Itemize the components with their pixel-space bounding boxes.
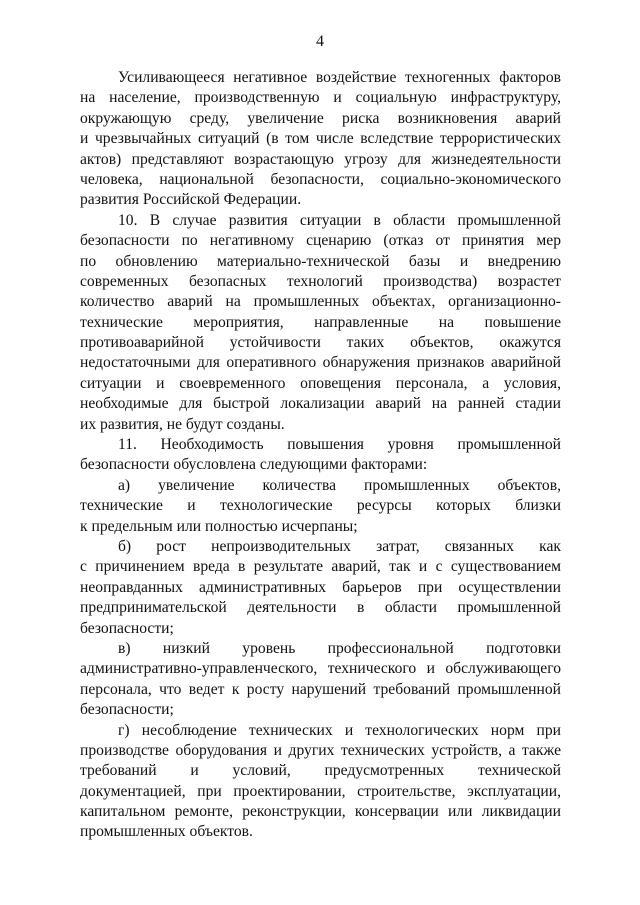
text-line: развития Российской Федерации. [80,191,302,209]
text-line: их развития, не будут созданы. [80,415,285,433]
text-line: количество аварий на промышленных объектах, организационно- [80,293,561,311]
text-line: документацией, при проектировании, строительстве, эксплуатации, [80,782,561,800]
text-line: персонала, что ведет к росту нарушений требований промышленной [80,680,561,698]
text-line: безопасности обусловлена следующими факторами: [80,456,428,474]
text-line: капитальном ремонте, реконструкции, консервации или ликвидации [80,803,561,821]
text-line: технические и технологические ресурсы которых близки [80,497,561,515]
text-line: в) низкий уровень профессиональной подготовки [118,639,561,657]
text-line: актов) представляют возрастающую угрозу для жизнедеятельности [80,150,561,168]
document-body [80,68,561,843]
text-line: с причинением вреда в результате аварий, так и с существованием [80,558,561,576]
text-line: человека, национальной безопасности, социально-экономического [80,170,561,188]
text-line: и чрезвычайных ситуаций (в том числе вследствие террористических [80,130,561,148]
text-line: технические мероприятия, направленные на повышение [80,313,561,331]
text-line: к предельным или полностью исчерпаны; [80,517,358,535]
text-line: неоправданных административных барьеров при осуществлении [80,578,561,596]
text-line: Усиливающееся негативное воздействие техногенных факторов [118,69,561,86]
text-line: окружающую среду, увеличение риска возникновения аварий [80,109,561,127]
text-line: ситуации и своевременного оповещения персонала, а условия, [80,374,561,392]
text-line: безопасности по негативному сценарию (отказ от принятия мер [80,232,561,250]
text-line: 11. Необходимость повышения уровня промышленной [118,436,561,454]
text-line: противоаварийной устойчивости таких объектов, окажутся [80,334,561,352]
text-line: требований и условий, предусмотренных технической [80,762,561,780]
text-line: б) рост непроизводительных затрат, связанных как [118,537,561,555]
text-line: 10. В случае развития ситуации в области промышленной [118,211,561,229]
text-line: по обновлению материально-технической базы и внедрению [80,252,561,270]
text-line: предпринимательской деятельности в области промышленной [80,599,561,617]
text-line: безопасности; [80,701,174,719]
page-number: 4 [316,33,324,50]
text-line: а) увеличение количества промышленных объектов, [118,476,561,494]
text-line: промышленных объектов. [80,823,253,841]
text-line: безопасности; [80,619,174,637]
text-line: современных безопасных технологий производства) возрастет [80,272,561,290]
text-line: недостаточными для оперативного обнаружения признаков аварийной [80,354,561,372]
text-line: административно-управленческого, технического и обслуживающего [80,660,561,678]
text-line: производстве оборудования и других технических устройств, а также [80,741,561,759]
text-line: г) несоблюдение технических и технологических норм при [118,721,561,739]
text-line: на население, производственную и социальную инфраструктуру, [80,89,561,107]
text-line: необходимые для быстрой локализации аварий на ранней стадии [80,395,561,413]
